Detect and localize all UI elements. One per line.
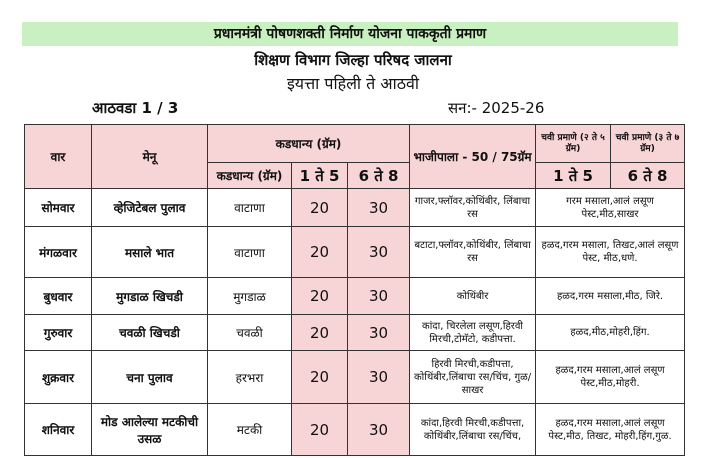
table-row bbox=[25, 227, 685, 278]
header-menu: मेनू bbox=[92, 125, 208, 189]
cell-pulse: हरभरा bbox=[208, 351, 292, 404]
cell-day: गुरुवार bbox=[25, 315, 92, 351]
cell-spices: हळद,गरम मसाला,आलं लसूण पेस्ट,मीठ,मोहरी. bbox=[536, 351, 685, 404]
cell-menu: मसाले भात bbox=[92, 227, 208, 278]
header-cls-1-5: 1 ते 5 bbox=[292, 163, 348, 189]
cell-vegetables: कांदा,हिरवी मिरची,कडीपत्ता, कोथिंबीर,लिंबाचा रस/चिंच, bbox=[410, 404, 536, 456]
header-cls-6-8: 6 ते 8 bbox=[348, 163, 410, 189]
header-taste-cls-1-5: 1 ते 5 bbox=[536, 163, 611, 189]
cell-pulse: मुगडाळ bbox=[208, 278, 292, 315]
header-taste-6-8: चवी प्रमाणे (३ ते ७ ग्रॅम) bbox=[611, 125, 685, 163]
cell-qty-1-5: 20 bbox=[292, 189, 348, 227]
table-row bbox=[25, 315, 685, 351]
cell-pulse: वाटाणा bbox=[208, 227, 292, 278]
table-row bbox=[25, 404, 685, 456]
cell-qty-6-8: 30 bbox=[348, 404, 410, 456]
office-heading: शिक्षण विभाग जिल्हा परिषद जालना bbox=[254, 51, 452, 69]
week-label: आठवडा 1 / 3 bbox=[92, 99, 179, 117]
cell-menu: मोड आलेल्या मटकीची उसळ bbox=[92, 404, 208, 456]
header-pulses: कडधान्य (ग्रॅम) bbox=[208, 163, 292, 189]
cell-qty-6-8: 30 bbox=[348, 189, 410, 227]
cell-vegetables: बटाटा,फ्लॉवर,कोथिंबीर, लिंबाचा रस bbox=[410, 227, 536, 278]
cell-qty-1-5: 20 bbox=[292, 351, 348, 404]
cell-spices: हळद,गरम मसाला,मीठ, जिरे. bbox=[536, 278, 685, 315]
cell-pulse: चवळी bbox=[208, 315, 292, 351]
header-taste-1-5: चवी प्रमाणे (२ ते ५ ग्रॅम) bbox=[536, 125, 611, 163]
cell-pulse: मटकी bbox=[208, 404, 292, 456]
cell-spices: हळद,गरम मसाला, तिखट,आलं लसूण पेस्ट, मीठ,धणे. bbox=[536, 227, 685, 278]
year-label: सन:- 2025-26 bbox=[448, 99, 545, 117]
cell-qty-6-8: 30 bbox=[348, 278, 410, 315]
cell-spices: गरम मसाला,आलं लसूण पेस्ट,मीठ,साखर bbox=[536, 189, 685, 227]
table-row bbox=[25, 278, 685, 315]
cell-day: बुधवार bbox=[25, 278, 92, 315]
cell-menu: मुगडाळ खिचडी bbox=[92, 278, 208, 315]
table-row bbox=[25, 189, 685, 227]
cell-menu: चना पुलाव bbox=[92, 351, 208, 404]
header-taste-cls-6-8: 6 ते 8 bbox=[611, 163, 685, 189]
cell-day: मंगळवार bbox=[25, 227, 92, 278]
title-banner: प्रधानमंत्री पोषणशक्ती निर्माण योजना पाककृती प्रमाण bbox=[22, 22, 678, 46]
cell-pulse: वाटाणा bbox=[208, 189, 292, 227]
recipe-table bbox=[24, 124, 685, 456]
table-row bbox=[25, 351, 685, 404]
cell-menu: व्हेजिटेबल पुलाव bbox=[92, 189, 208, 227]
cell-spices: हळद,मीठ,मोहरी,हिंग. bbox=[536, 315, 685, 351]
cell-vegetables: गाजर,फ्लॉवर,कोथिंबीर, लिंबाचा रस bbox=[410, 189, 536, 227]
cell-qty-1-5: 20 bbox=[292, 278, 348, 315]
cell-qty-1-5: 20 bbox=[292, 227, 348, 278]
classes-heading: इयत्ता पहिली ते आठवी bbox=[286, 74, 420, 93]
header-pulses-group: कडधान्य (ग्रॅम) bbox=[208, 125, 410, 163]
cell-day: सोमवार bbox=[25, 189, 92, 227]
cell-qty-1-5: 20 bbox=[292, 315, 348, 351]
header-day: वार bbox=[25, 125, 92, 189]
header-vegetables: भाजीपाला - 50 / 75ग्रॅम bbox=[410, 125, 536, 189]
cell-day: शनिवार bbox=[25, 404, 92, 456]
cell-spices: हळद,गरम मसाला,आलं लसूण पेस्ट,मीठ, तिखट, मोहरी,हिंग,गुळ. bbox=[536, 404, 685, 456]
cell-vegetables: कोथिंबीर bbox=[410, 278, 536, 315]
cell-qty-6-8: 30 bbox=[348, 227, 410, 278]
cell-qty-6-8: 30 bbox=[348, 351, 410, 404]
cell-qty-1-5: 20 bbox=[292, 404, 348, 456]
cell-vegetables: हिरवी मिरची,कडीपत्ता, कोथिंबीर,लिंबाचा रस/चिंच, गुळ/साखर bbox=[410, 351, 536, 404]
cell-qty-6-8: 30 bbox=[348, 315, 410, 351]
cell-menu: चवळी खिचडी bbox=[92, 315, 208, 351]
cell-vegetables: कांदा, चिरलेला लसूण,हिरवी मिरची,टोमॅटो, कडीपत्ता. bbox=[410, 315, 536, 351]
cell-day: शुक्रवार bbox=[25, 351, 92, 404]
